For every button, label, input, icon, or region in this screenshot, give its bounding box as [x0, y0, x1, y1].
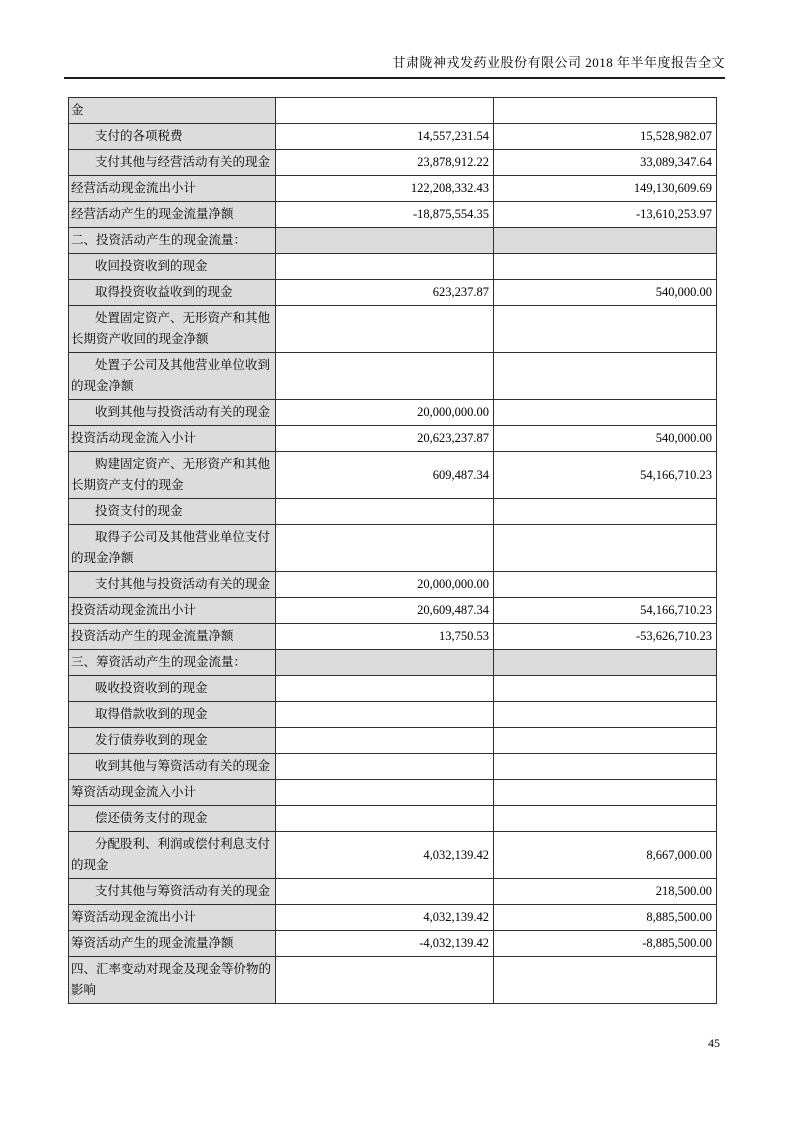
- table-row: [69, 650, 717, 676]
- prior-period-value: 149,130,609.69: [494, 176, 717, 202]
- prior-period-value: 218,500.00: [494, 879, 717, 905]
- current-period-value: -18,875,554.35: [276, 202, 494, 228]
- row-label: 偿还债务支付的现金: [69, 806, 276, 832]
- prior-period-value: 8,885,500.00: [494, 905, 717, 931]
- prior-period-value: [494, 754, 717, 780]
- current-period-value: 4,032,139.42: [276, 905, 494, 931]
- table-row: [69, 426, 717, 452]
- prior-period-value: [494, 254, 717, 280]
- row-label: 收到其他与投资活动有关的现金: [69, 400, 276, 426]
- table-row: [69, 228, 717, 254]
- cashflow-table-body: [69, 98, 717, 1004]
- table-row: [69, 150, 717, 176]
- table-row: [69, 728, 717, 754]
- table-row: [69, 254, 717, 280]
- prior-period-value: -53,626,710.23: [494, 624, 717, 650]
- table-row: [69, 598, 717, 624]
- prior-period-value: [494, 957, 717, 1004]
- table-row: [69, 931, 717, 957]
- prior-period-value: [494, 306, 717, 353]
- row-label: 吸收投资收到的现金: [69, 676, 276, 702]
- table-row: [69, 780, 717, 806]
- row-label: 支付其他与投资活动有关的现金: [69, 572, 276, 598]
- row-label: 支付的各项税费: [69, 124, 276, 150]
- row-label: 投资活动现金流入小计: [69, 426, 276, 452]
- row-label: 取得子公司及其他营业单位支付的现金净额: [69, 525, 276, 572]
- row-label: 支付其他与经营活动有关的现金: [69, 150, 276, 176]
- current-period-value: -4,032,139.42: [276, 931, 494, 957]
- current-period-value: 609,487.34: [276, 452, 494, 499]
- current-period-value: [276, 702, 494, 728]
- prior-period-value: 8,667,000.00: [494, 832, 717, 879]
- prior-period-value: [494, 650, 717, 676]
- current-period-value: [276, 676, 494, 702]
- prior-period-value: [494, 525, 717, 572]
- row-label: 收回投资收到的现金: [69, 254, 276, 280]
- current-period-value: 23,878,912.22: [276, 150, 494, 176]
- table-row: [69, 624, 717, 650]
- prior-period-value: [494, 728, 717, 754]
- table-row: [69, 905, 717, 931]
- table-row: [69, 306, 717, 353]
- table-row: [69, 525, 717, 572]
- row-label: 筹资活动现金流入小计: [69, 780, 276, 806]
- table-row: [69, 176, 717, 202]
- table-row: [69, 499, 717, 525]
- row-label: 投资支付的现金: [69, 499, 276, 525]
- prior-period-value: 540,000.00: [494, 280, 717, 306]
- row-label: 三、筹资活动产生的现金流量：: [69, 650, 276, 676]
- table-row: [69, 879, 717, 905]
- table-row: [69, 754, 717, 780]
- row-label: 筹资活动现金流出小计: [69, 905, 276, 931]
- current-period-value: [276, 650, 494, 676]
- page-header-title: 甘肃陇神戎发药业股份有限公司 2018 年半年度报告全文: [64, 52, 725, 79]
- current-period-value: [276, 806, 494, 832]
- prior-period-value: 15,528,982.07: [494, 124, 717, 150]
- row-label: 筹资活动产生的现金流量净额: [69, 931, 276, 957]
- row-label: 处置固定资产、无形资产和其他长期资产收回的现金净额: [69, 306, 276, 353]
- prior-period-value: 54,166,710.23: [494, 598, 717, 624]
- row-label: 投资活动现金流出小计: [69, 598, 276, 624]
- current-period-value: [276, 306, 494, 353]
- current-period-value: [276, 228, 494, 254]
- prior-period-value: [494, 676, 717, 702]
- prior-period-value: [494, 499, 717, 525]
- row-label: 投资活动产生的现金流量净额: [69, 624, 276, 650]
- row-label: 支付其他与筹资活动有关的现金: [69, 879, 276, 905]
- table-row: [69, 676, 717, 702]
- row-label: 经营活动现金流出小计: [69, 176, 276, 202]
- current-period-value: 623,237.87: [276, 280, 494, 306]
- current-period-value: 20,000,000.00: [276, 400, 494, 426]
- table-row: [69, 702, 717, 728]
- page-number: 45: [708, 1036, 720, 1050]
- table-row: [69, 452, 717, 499]
- prior-period-value: 33,089,347.64: [494, 150, 717, 176]
- table-row: [69, 572, 717, 598]
- prior-period-value: [494, 228, 717, 254]
- current-period-value: [276, 98, 494, 124]
- prior-period-value: [494, 806, 717, 832]
- current-period-value: [276, 499, 494, 525]
- row-label: 购建固定资产、无形资产和其他长期资产支付的现金: [69, 452, 276, 499]
- current-period-value: [276, 353, 494, 400]
- current-period-value: 20,609,487.34: [276, 598, 494, 624]
- prior-period-value: [494, 353, 717, 400]
- table-row: [69, 280, 717, 306]
- current-period-value: 20,623,237.87: [276, 426, 494, 452]
- table-row: [69, 832, 717, 879]
- current-period-value: [276, 879, 494, 905]
- current-period-value: [276, 254, 494, 280]
- prior-period-value: [494, 780, 717, 806]
- table-row: [69, 124, 717, 150]
- row-label: 金: [69, 98, 276, 124]
- current-period-value: 4,032,139.42: [276, 832, 494, 879]
- row-label: 收到其他与筹资活动有关的现金: [69, 754, 276, 780]
- table-row: [69, 202, 717, 228]
- row-label: 二、投资活动产生的现金流量：: [69, 228, 276, 254]
- row-label: 经营活动产生的现金流量净额: [69, 202, 276, 228]
- current-period-value: 122,208,332.43: [276, 176, 494, 202]
- cash-flow-table: [68, 97, 717, 1004]
- prior-period-value: [494, 400, 717, 426]
- current-period-value: [276, 780, 494, 806]
- current-period-value: 14,557,231.54: [276, 124, 494, 150]
- prior-period-value: [494, 702, 717, 728]
- current-period-value: 20,000,000.00: [276, 572, 494, 598]
- current-period-value: 13,750.53: [276, 624, 494, 650]
- prior-period-value: 540,000.00: [494, 426, 717, 452]
- row-label: 四、汇率变动对现金及现金等价物的影响: [69, 957, 276, 1004]
- current-period-value: [276, 957, 494, 1004]
- table-row: [69, 98, 717, 124]
- current-period-value: [276, 754, 494, 780]
- current-period-value: [276, 728, 494, 754]
- row-label: 取得投资收益收到的现金: [69, 280, 276, 306]
- row-label: 处置子公司及其他营业单位收到的现金净额: [69, 353, 276, 400]
- prior-period-value: [494, 572, 717, 598]
- prior-period-value: [494, 98, 717, 124]
- table-row: [69, 353, 717, 400]
- row-label: 分配股利、利润或偿付利息支付的现金: [69, 832, 276, 879]
- row-label: 取得借款收到的现金: [69, 702, 276, 728]
- table-row: [69, 806, 717, 832]
- prior-period-value: -13,610,253.97: [494, 202, 717, 228]
- current-period-value: [276, 525, 494, 572]
- table-row: [69, 957, 717, 1004]
- prior-period-value: -8,885,500.00: [494, 931, 717, 957]
- row-label: 发行债券收到的现金: [69, 728, 276, 754]
- prior-period-value: 54,166,710.23: [494, 452, 717, 499]
- table-row: [69, 400, 717, 426]
